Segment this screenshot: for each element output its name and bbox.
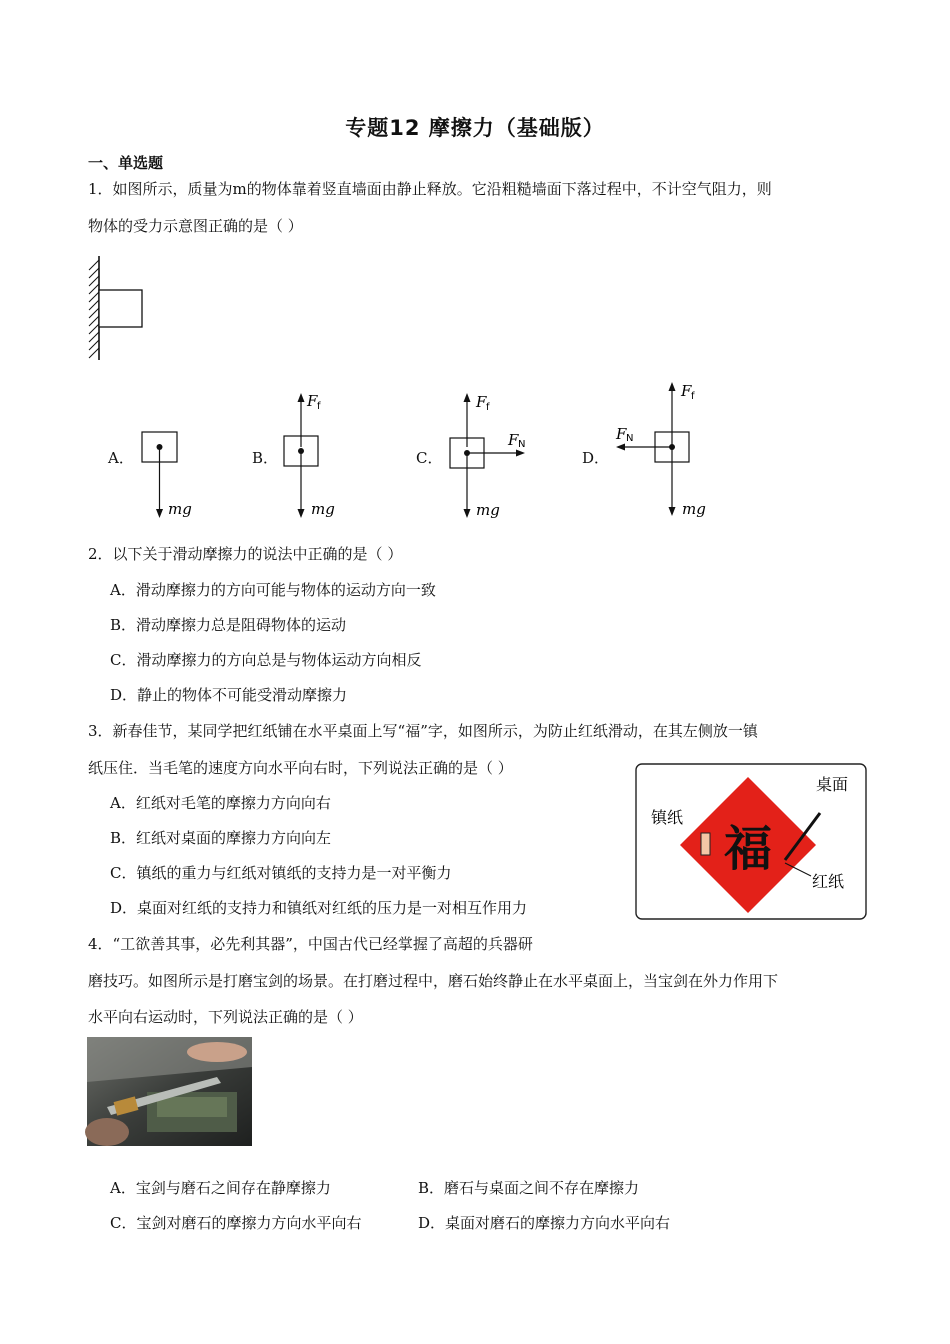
mg-label: mg	[682, 500, 706, 518]
ff-subscript: f	[691, 391, 695, 402]
wall-block-figure	[84, 254, 154, 364]
q3-option-c[interactable]: C．镇纸的重力与红纸对镇纸的支持力是一对平衡力	[110, 864, 452, 882]
q1-option-c[interactable]: C．	[416, 449, 443, 467]
fn-subscript: N	[626, 433, 634, 444]
q4-option-a[interactable]: A．宝剑与磨石之间存在静摩擦力	[110, 1179, 331, 1197]
q3-stem-line1: 3．新春佳节，某同学把红纸铺在水平桌面上写“福”字，如图所示，为防止红纸滑动，在其左侧放一镇	[88, 722, 758, 740]
q1-stem-line2: 物体的受力示意图正确的是（ ）	[88, 217, 303, 235]
q2-option-c[interactable]: C．滑动摩擦力的方向总是与物体运动方向相反	[110, 651, 422, 669]
q2-stem: 2．以下关于滑动摩擦力的说法中正确的是（ ）	[88, 545, 403, 563]
q3-option-d[interactable]: D．桌面对红纸的支持力和镇纸对红纸的压力是一对相互作用力	[110, 899, 528, 917]
q3-option-a[interactable]: A．红纸对毛笔的摩擦力方向向右	[110, 794, 331, 812]
section-heading: 一、单选题	[88, 154, 164, 172]
q1-option-a[interactable]: A．	[108, 449, 134, 467]
q4-option-d[interactable]: D．桌面对磨石的摩擦力方向水平向右	[418, 1214, 671, 1232]
fu-paper-figure	[635, 763, 867, 920]
q4-option-b[interactable]: B．磨石与桌面之间不存在摩擦力	[418, 1179, 640, 1197]
q1-diagram-d	[612, 378, 712, 523]
q1-diagram-b	[283, 390, 353, 525]
ff-subscript: f	[486, 402, 490, 413]
desk-label: 桌面	[816, 775, 849, 794]
ff-label: F	[307, 392, 318, 410]
sword-grinding-photo	[87, 1037, 252, 1146]
q1-stem-line1: 1．如图所示，质量为m的物体靠着竖直墙面由静止释放。它沿粗糙墙面下落过程中，不计空气阻力，则	[88, 180, 772, 198]
q4-stem-line1: 4．“工欲善其事，必先利其器”，中国古代已经掌握了高超的兵器研	[88, 935, 533, 953]
paperweight-label: 镇纸	[651, 808, 684, 827]
page-title: 专题12 摩擦力（基础版）	[345, 116, 605, 140]
q4-stem-line2: 磨技巧。如图所示是打磨宝剑的场景。在打磨过程中，磨石始终静止在水平桌面上，当宝剑在外力作用下	[88, 972, 779, 990]
fn-subscript: N	[518, 439, 526, 450]
fn-label: F	[616, 425, 627, 443]
fu-character: 福	[723, 821, 773, 877]
red-paper-label: 红纸	[812, 872, 845, 891]
q1-option-d[interactable]: D．	[582, 449, 610, 467]
q3-option-b[interactable]: B．红纸对桌面的摩擦力方向向左	[110, 829, 332, 847]
q4-option-c[interactable]: C．宝剑对磨石的摩擦力方向水平向右	[110, 1214, 362, 1232]
ff-subscript: f	[317, 401, 321, 412]
mg-label: mg	[168, 500, 192, 518]
q1-diagram-a	[140, 430, 210, 525]
ff-label: F	[476, 393, 487, 411]
mg-label: mg	[476, 501, 500, 519]
q4-stem-line3: 水平向右运动时，下列说法正确的是（ ）	[88, 1008, 363, 1026]
q2-option-a[interactable]: A．滑动摩擦力的方向可能与物体的运动方向一致	[110, 581, 436, 599]
q1-option-b[interactable]: B．	[252, 449, 279, 467]
q1-diagram-c	[449, 390, 539, 525]
ff-label: F	[681, 382, 692, 400]
fn-label: F	[508, 431, 519, 449]
q3-stem-line2: 纸压住．当毛笔的速度方向水平向右时，下列说法正确的是（ ）	[88, 759, 513, 777]
q2-option-b[interactable]: B．滑动摩擦力总是阻碍物体的运动	[110, 616, 347, 634]
q2-option-d[interactable]: D．静止的物体不可能受滑动摩擦力	[110, 686, 348, 704]
mg-label: mg	[311, 500, 335, 518]
